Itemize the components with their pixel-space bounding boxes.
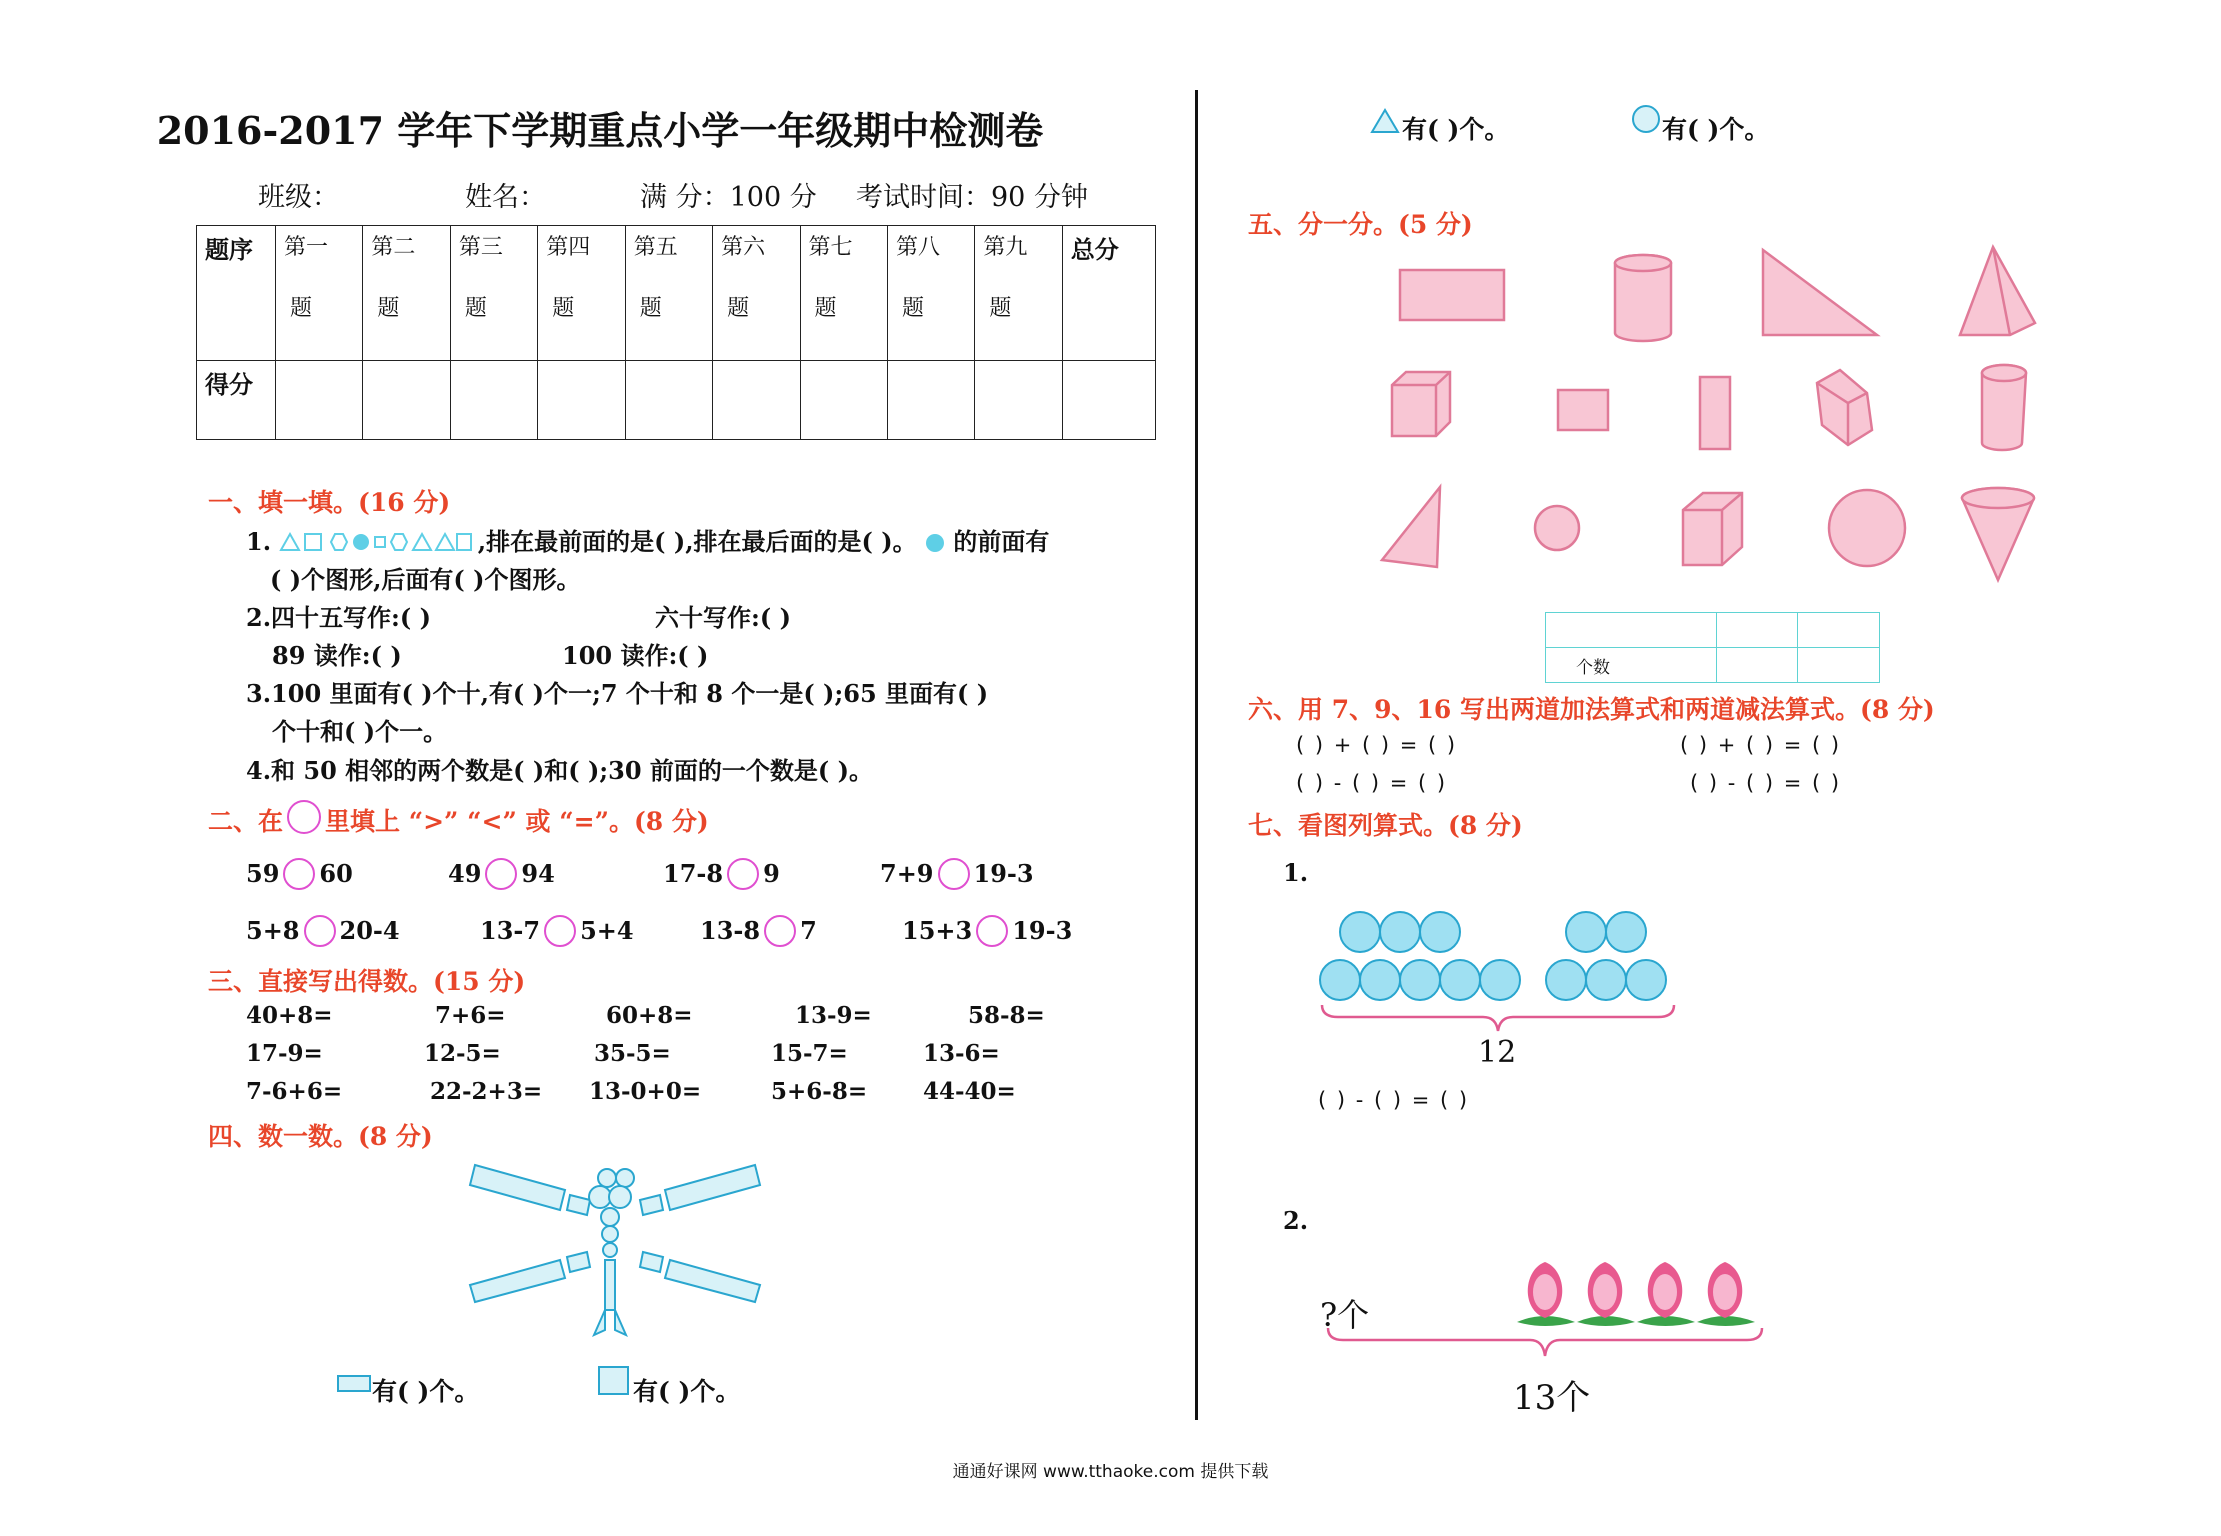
score-cell[interactable] — [363, 361, 450, 440]
q3-line2: 个十和( )个一。 — [272, 717, 448, 746]
row-label-score: 得分 — [197, 361, 276, 440]
score-cell[interactable] — [450, 361, 537, 440]
q1-line2: ( )个图形,后面有( )个图形。 — [270, 565, 581, 594]
compare-circle[interactable] — [283, 858, 315, 890]
compare-circle[interactable] — [485, 858, 517, 890]
tally-label: 个数 — [1546, 648, 1717, 683]
score-cell[interactable] — [800, 361, 887, 440]
compare-circle[interactable] — [544, 915, 576, 947]
page-title: 2016-2017 学年下学期重点小学一年级期中检测卷 — [156, 108, 1044, 153]
calc-item: 13-9= — [795, 1002, 872, 1029]
compare-item: 17-8 9 — [663, 859, 780, 888]
calc-item: 17-9= — [246, 1040, 323, 1067]
compare-item: 5+8 20-4 — [246, 916, 400, 945]
equation-1[interactable]: ( ) - ( ) = ( ) — [1318, 1088, 1470, 1112]
calc-item: 15-7= — [771, 1040, 848, 1067]
score-cell[interactable] — [975, 361, 1062, 440]
dragonfly-shapes-icon — [470, 1160, 760, 1340]
total-12: 12 — [1478, 1035, 1517, 1070]
section-5-heading: 五、分一分。(5 分) — [1248, 210, 1473, 239]
compare-item: 13-8 7 — [700, 916, 817, 945]
q4-line: 4.和 50 相邻的两个数是( )和( );30 前面的一个数是( )。 — [246, 756, 873, 785]
col-9: 第九 题 — [975, 226, 1062, 361]
col-1: 第一 题 — [276, 226, 363, 361]
tally-table — [1545, 612, 1880, 683]
section-4-heading: 四、数一数。(8 分) — [208, 1122, 433, 1151]
tally-cell[interactable] — [1716, 648, 1798, 683]
compare-circle[interactable] — [976, 915, 1008, 947]
section-6-heading: 六、用 7、9、16 写出两道加法算式和两道减法算式。(8 分) — [1248, 695, 1935, 724]
problem-2-number: 2. — [1283, 1206, 1309, 1235]
count-squares: 有( )个。 — [633, 1377, 741, 1406]
col-6: 第六 题 — [713, 226, 800, 361]
calc-item: 12-5= — [424, 1040, 501, 1067]
col-2: 第二 题 — [363, 226, 450, 361]
total-13: 13个 — [1513, 1378, 1591, 1418]
subtraction-equation-1[interactable]: ( ) - ( ) = ( ) — [1296, 771, 1448, 795]
square-icon — [598, 1366, 630, 1396]
total-label: 总分 — [1062, 226, 1155, 361]
compare-item: 59 60 — [246, 859, 353, 888]
name-label: 姓名： — [465, 182, 546, 213]
q2-write-60: 六十写作:( ) — [655, 603, 791, 632]
compare-item: 7+9 19-3 — [880, 859, 1034, 888]
class-label: 班级： — [258, 182, 339, 213]
compare-circle[interactable] — [938, 858, 970, 890]
q1-line1: 1. ,排在最前面的是( ),排在最后面的是( )。 的前面有 — [246, 527, 1050, 556]
compare-circle[interactable] — [727, 858, 759, 890]
count-rectangles: 有( )个。 — [372, 1377, 480, 1406]
section-2-heading: 二、在 里填上 “>” “<” 或 “=”。(8 分) — [208, 800, 709, 838]
calc-item: 60+8= — [606, 1002, 693, 1029]
calc-item: 22-2+3= — [430, 1078, 543, 1105]
compare-circle[interactable] — [304, 915, 336, 947]
calc-item: 40+8= — [246, 1002, 333, 1029]
page-divider — [1195, 90, 1198, 1420]
score-cell[interactable] — [276, 361, 363, 440]
compare-item: 13-7 5+4 — [480, 916, 634, 945]
problem-1-number: 1. — [1283, 858, 1309, 887]
tally-cell[interactable] — [1798, 648, 1880, 683]
calc-item: 5+6-8= — [771, 1078, 868, 1105]
col-5: 第五 题 — [625, 226, 712, 361]
q2-write-45: 2.四十五写作:( ) — [246, 603, 431, 632]
tally-cell[interactable] — [1546, 613, 1717, 648]
col-7: 第七 题 — [800, 226, 887, 361]
score-cell[interactable] — [538, 361, 625, 440]
brace-icon — [1325, 1326, 1765, 1360]
calc-item: 13-0+0= — [589, 1078, 702, 1105]
section-3-heading: 三、直接写出得数。(15 分) — [208, 967, 526, 996]
unknown-count-label: ?个 — [1320, 1296, 1370, 1334]
circle-groups-icon — [1318, 905, 1683, 1035]
col-4: 第四 题 — [538, 226, 625, 361]
q2-read-89: 89 读作:( ) — [272, 641, 402, 670]
section-1-heading: 一、填一填。(16 分) — [208, 488, 451, 517]
calc-item: 44-40= — [923, 1078, 1016, 1105]
subtraction-equation-2[interactable]: ( ) - ( ) = ( ) — [1690, 771, 1842, 795]
section-7-heading: 七、看图列算式。(8 分) — [1248, 811, 1523, 840]
score-table — [196, 225, 1156, 440]
filled-circle-icon — [925, 533, 945, 553]
sorting-shapes-icon — [1370, 245, 2070, 590]
col-3: 第三 题 — [450, 226, 537, 361]
circle-icon — [1631, 104, 1661, 134]
calc-item: 35-5= — [594, 1040, 671, 1067]
tally-cell[interactable] — [1798, 613, 1880, 648]
addition-equation-1[interactable]: ( ) + ( ) = ( ) — [1296, 733, 1458, 757]
score-cell[interactable] — [1062, 361, 1155, 440]
row-label-order: 题序 — [197, 226, 276, 361]
exam-time-label: 考试时间：90 分钟 — [856, 182, 1088, 213]
q3-line1: 3.100 里面有( )个十,有( )个一;7 个十和 8 个一是( );65 里面有( ) — [246, 679, 989, 708]
circle-blank-icon — [287, 800, 321, 834]
score-cell[interactable] — [713, 361, 800, 440]
score-cell[interactable] — [887, 361, 974, 440]
col-8: 第八 题 — [887, 226, 974, 361]
peaches-icon — [1515, 1260, 1760, 1332]
score-cell[interactable] — [625, 361, 712, 440]
triangle-icon — [1370, 108, 1400, 134]
count-circles: 有( )个。 — [1662, 115, 1770, 144]
shape-sequence-icon — [279, 530, 469, 554]
compare-item: 15+3 19-3 — [902, 916, 1073, 945]
tally-cell[interactable] — [1716, 613, 1798, 648]
calc-item: 13-6= — [923, 1040, 1000, 1067]
calc-item: 7-6+6= — [246, 1078, 343, 1105]
footer-credit: 通通好课网 www.tthaoke.com 提供下载 — [952, 1462, 1269, 1482]
full-score-label: 满 分：100 分 — [640, 182, 817, 213]
calc-item: 7+6= — [435, 1002, 506, 1029]
count-triangles: 有( )个。 — [1402, 115, 1510, 144]
compare-circle[interactable] — [764, 915, 796, 947]
long-rectangle-icon — [337, 1375, 371, 1393]
q2-read-100: 100 读作:( ) — [562, 641, 709, 670]
calc-item: 58-8= — [968, 1002, 1045, 1029]
compare-item: 49 94 — [448, 859, 555, 888]
addition-equation-2[interactable]: ( ) + ( ) = ( ) — [1680, 733, 1842, 757]
